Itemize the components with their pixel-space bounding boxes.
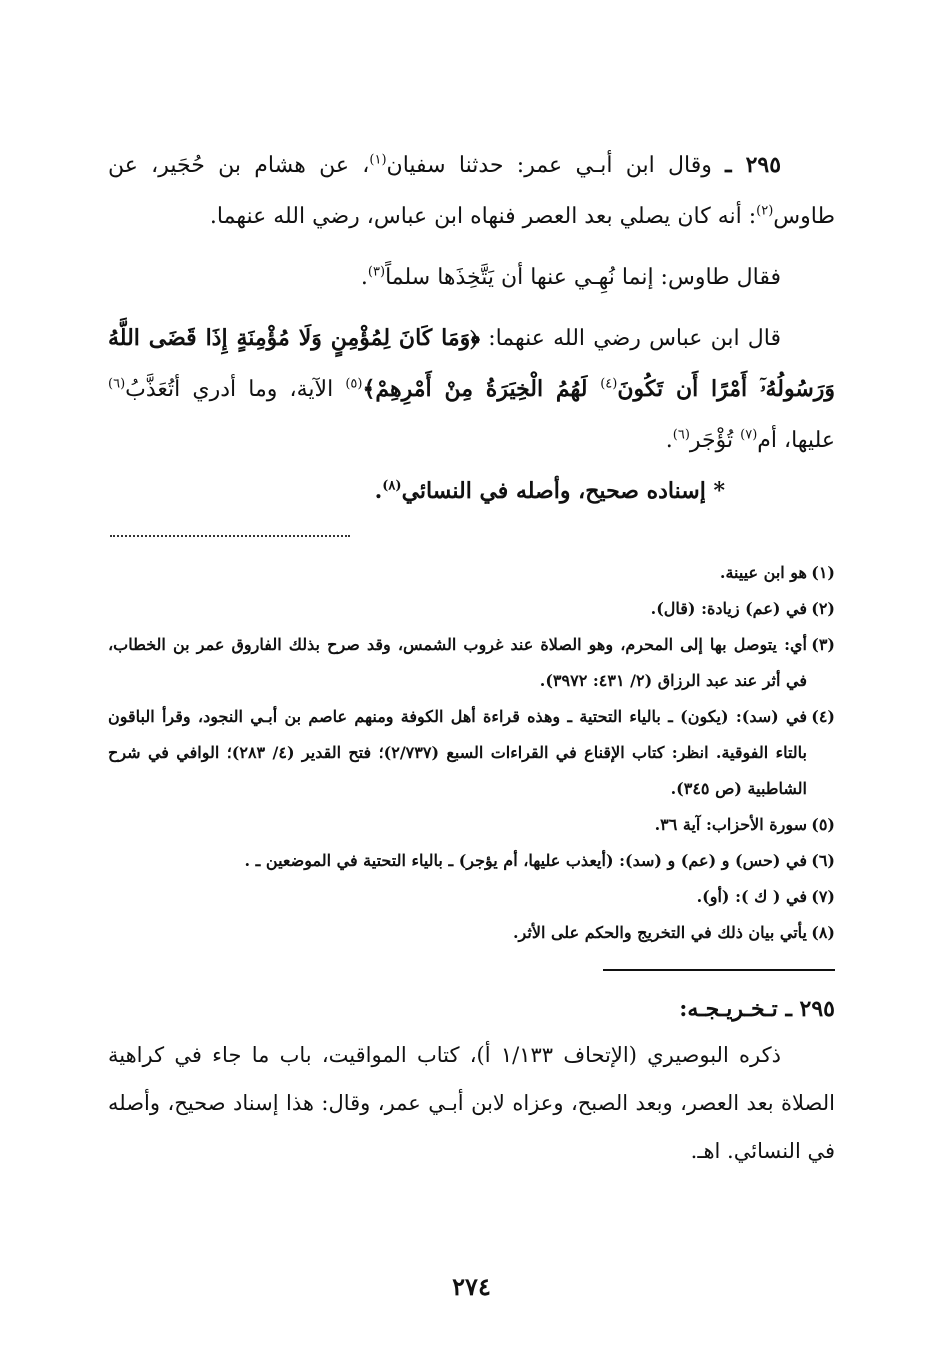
- footnote-ref: (٢): [756, 203, 774, 219]
- footnote-item: (١) هو ابن عيينة.: [719, 563, 835, 582]
- footnote-item: (٣) أي: يتوصل بها إلى المحرم، وهو الصلاة عند غروب الشمس، وقد صرح بذلك الفاروق عمر بن الخطاب، في أثر عند عبد الرزاق (٢/ ٤٣١: ٣٩٧٢).: [108, 635, 835, 690]
- footnote-ref: (٣): [367, 264, 386, 280]
- page-number: ٢٧٤: [452, 1272, 491, 1301]
- footnote-ref: (٥): [345, 376, 363, 392]
- section-divider: [603, 969, 835, 971]
- hadith-number: ٢٩٥ ـ: [725, 152, 782, 178]
- footnote-item: (٤) في (سد): (يكون) ـ بالياء التحتية ـ وهذه قراءة أهل الكوفة ومنهم عاصم بن أبـي النجود، وقرأ الباقون بالتاء الفوقية. انظر: كتاب الإقناع في القراءات السبع (٢/٧٣٧)؛ فتح القدير (٤/ ٢٨٣)؛ الوافي في شرح الشاطبية (ص ٣٤٥).: [108, 707, 835, 798]
- footnote-item: (٥) سورة الأحزاب: آية ٣٦.: [654, 815, 835, 834]
- takhrij-heading: ٢٩٥ ـ تـخـريـجـه:: [679, 996, 835, 1022]
- footnote-item: (٢) في (عم) زيادة: (قال).: [650, 599, 835, 618]
- hadith-paragraph-1: ٢٩٥ ـ وقال ابن أبـي عمر: حدثنا سفيان$^{(١)}$، عن هشام بن حُجَير، عن طاوس$^{(٢)}$: أنه كان يصلي بعد العصر فنهاه ابن عباس، رضي الله عنهما.: [108, 152, 835, 229]
- quran-verse: ﴿وَمَا كَانَ لِمُؤْمِنٍ وَلَا مُؤْمِنَةٍ إِذَا قَضَى اللَّهُ وَرَسُولُهُۥٓ أَمْرًا أَن تَكُونَ: [108, 325, 836, 402]
- hadith-paragraph-3: قال ابن عباس رضي الله عنهما: ﴿وَمَا كَانَ لِمُؤْمِنٍ وَلَا مُؤْمِنَةٍ إِذَا قَضَى اللَّهُ وَرَسُولُهُۥٓ أَمْرًا أَن تَكُونَ$^{(٤)}$ لَهُمُ الْخِيَرَةُ مِنْ أَمْرِهِمْ﴾$^{(٥)}$ الآية، وما أدري أتُعَذَّبُ$^{(٦)}$ عليها، أم$^{(٧)}$ تُؤْجَر$^{(٦)}$.: [108, 325, 836, 453]
- footnote-ref: (٦): [672, 427, 690, 443]
- footnote-item: (٨) يأتي بيان ذلك في التخريج والحكم على الأثر.: [512, 923, 835, 942]
- footnote-item: (٧) في ( ك ): (أو).: [696, 887, 835, 906]
- footnote-ref: (٧): [740, 427, 758, 443]
- hadith-text: [108, 140, 835, 517]
- footnote-ref: (٤): [600, 376, 618, 392]
- takhrij-paragraph: ذكره البوصيري (الإتحاف ١/١٣٣ أ)، كتاب المواقيت، باب ما جاء في كراهية الصلاة بعد العصر، وبعد الصبح، وعزاه لابن أبـي عمر، وقال: هذا إسناد صحيح، وأصله في النسائي. اهـ.: [108, 1043, 835, 1163]
- footnote-ref: (٦): [108, 376, 126, 392]
- hadith-paragraph-2: فقال طاوس: إنما نُهِـي عنها أن يَتَّخِذَها سلماً$^{(٣)}$.: [360, 264, 781, 290]
- isnad-verdict: * إسناده صحيح، وأصله في النسائي$^{(٨)}$.: [374, 478, 725, 504]
- footnote-item: (٦) في (حس) و (عم) و (سد): (أيعذب عليها، أم يؤجر) ـ بالياء التحتية في الموضعين ـ .: [244, 851, 835, 870]
- footnote-ref: (١): [369, 152, 387, 168]
- footnotes: [108, 555, 835, 951]
- footnote-separator: [110, 531, 350, 537]
- footnote-ref: (٨): [382, 478, 402, 494]
- takhrij-section: [108, 987, 835, 1175]
